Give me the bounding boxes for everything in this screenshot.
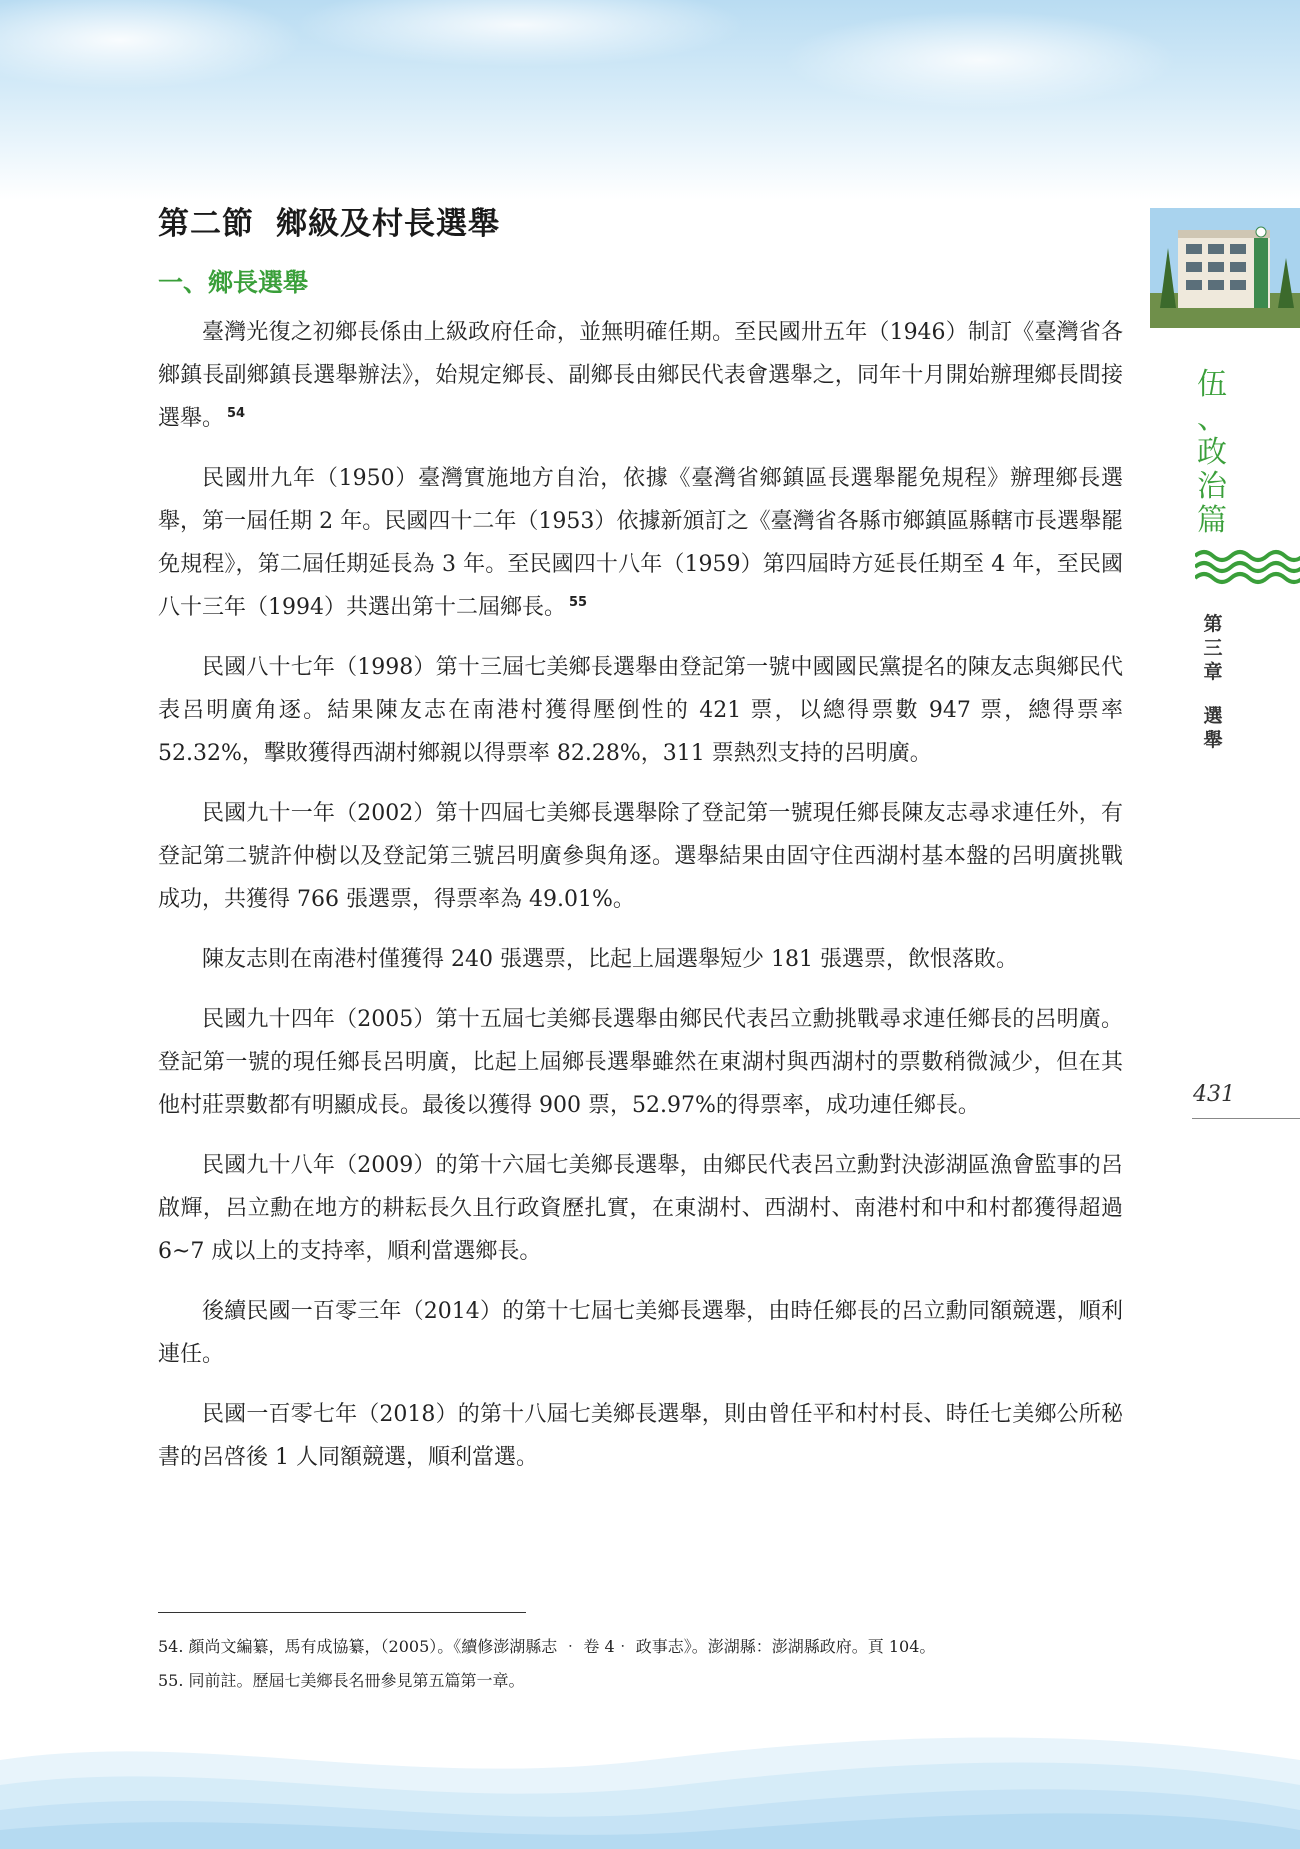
paragraph <box>158 998 1123 1127</box>
paragraph-text: 民國九十八年（2009）的第十六屆七美鄉長選舉，由鄉民代表呂立勳對決澎湖區漁會監事的呂啟輝，呂立勳在地方的耕耘長久且行政資歷扎實，在東湖村、西湖村、南港村和中和村都獲得超過 6~7 成以上的支持率，順利當選鄉長。 <box>158 1153 1123 1264</box>
spacer <box>1198 684 1228 704</box>
paragraph <box>158 1290 1123 1376</box>
subsection-title: 一、鄉長選舉 <box>158 268 309 297</box>
section-number: 第二節 <box>158 206 254 242</box>
section-char: 政 <box>1197 435 1227 470</box>
paragraph <box>158 938 1123 981</box>
paragraph <box>158 1393 1123 1479</box>
paragraph-text: 後續民國一百零三年（2014）的第十七屆七美鄉長選舉，由時任鄉長的呂立勳同額競選，順利連任。 <box>158 1299 1123 1367</box>
paragraph-text: 民國九十四年（2005）第十五屆七美鄉長選舉由鄉民代表呂立勳挑戰尋求連任鄉長的呂明廣。登記第一號的現任鄉長呂明廣，比起上屆鄉長選舉雖然在東湖村與西湖村的票數稍微減少，但在其他村莊票數都有明顯成長。最後以獲得 900 票，52.97%的得票率，成功連任鄉長。 <box>158 1007 1123 1118</box>
section-char: 治 <box>1197 469 1227 504</box>
section-char: 、 <box>1197 401 1227 436</box>
green-waves-ornament <box>1195 548 1300 588</box>
page-number-rule <box>1192 1118 1300 1119</box>
paragraph <box>158 311 1123 440</box>
page-number: 431 <box>1193 1082 1235 1107</box>
footnote-54: 54. 顏尚文編纂，馬有成協纂，（2005）。《續修澎湖縣志 ‧ 卷 4‧ 政事志》。澎湖縣：澎湖縣政府。頁 104。 <box>158 1637 936 1656</box>
chapter-photo <box>1150 208 1300 328</box>
section-vertical-label <box>1190 368 1234 538</box>
paragraph-text: 民國九十一年（2002）第十四屆七美鄉長選舉除了登記第一號現任鄉長陳友志尋求連任外，有登記第二號許仲樹以及登記第三號呂明廣參與角逐。選舉結果由固守住西湖村基本盤的呂明廣挑戰成功，共獲得 766 張選票，得票率為 49.01%。 <box>158 801 1123 912</box>
section-title <box>158 198 1123 243</box>
paragraph <box>158 792 1123 921</box>
main-content <box>158 198 1123 1496</box>
footnote-ref[interactable]: 54 <box>227 405 246 421</box>
paragraph <box>158 646 1123 775</box>
footnote-rule <box>158 1612 526 1613</box>
paragraph-text: 臺灣光復之初鄉長係由上級政府任命，並無明確任期。至民國卅五年（1946）制訂《臺灣省各鄉鎮長副鄉鎮長選舉辦法》，始規定鄉長、副鄉長由鄉民代表會選舉之，同年十月開始辦理鄉長間接選舉。 <box>158 320 1123 431</box>
footnotes <box>158 1630 1123 1698</box>
paragraph-text: 民國八十七年（1998）第十三屆七美鄉長選舉由登記第一號中國國民黨提名的陳友志與鄉民代表呂明廣角逐。結果陳友志在南港村獲得壓倒性的 421 票，以總得票數 947 票，總得票率 52.32%，擊敗獲得西湖村鄉親以得票率 82.28%，311 票熱烈支持的呂明廣。 <box>158 655 1123 766</box>
paragraph-text: 民國卅九年（1950）臺灣實施地方自治，依據《臺灣省鄉鎮區長選舉罷免規程》辦理鄉長選舉，第一屆任期 2 年。民國四十二年（1953）依據新頒訂之《臺灣省各縣市鄉鎮區縣轄市長選舉罷免規程》，第二屆任期延長為 3 年。至民國四十八年（1959）第四屆時方延長任期至 4 年，至民國八十三年（1994）共選出第十二屆鄉長。 <box>158 466 1123 620</box>
footnote-ref[interactable]: 55 <box>569 594 588 610</box>
chapter-name-char: 舉 <box>1203 729 1223 751</box>
section-char: 篇 <box>1197 503 1227 538</box>
paragraph <box>158 1144 1123 1273</box>
chapter-char: 三 <box>1203 637 1223 659</box>
footnote-55: 55. 同前註。歷屆七美鄉長名冊參見第五篇第一章。 <box>158 1671 525 1690</box>
section-char: 伍 <box>1197 367 1227 402</box>
chapter-name-char: 選 <box>1203 705 1223 727</box>
sky-header-background <box>0 0 1300 200</box>
chapter-vertical-label <box>1198 612 1228 752</box>
section-name: 鄉級及村長選舉 <box>276 206 500 242</box>
paragraph <box>158 457 1123 629</box>
wave-footer-background <box>0 1720 1300 1849</box>
paragraph-text: 陳友志則在南港村僅獲得 240 張選票，比起上屆選舉短少 181 張選票，飲恨落敗。 <box>202 947 1018 972</box>
chapter-char: 章 <box>1203 661 1223 683</box>
chapter-char: 第 <box>1203 613 1223 635</box>
paragraph-text: 民國一百零七年（2018）的第十八屆七美鄉長選舉，則由曾任平和村村長、時任七美鄉公所秘書的呂啓後 1 人同額競選，順利當選。 <box>158 1402 1123 1470</box>
